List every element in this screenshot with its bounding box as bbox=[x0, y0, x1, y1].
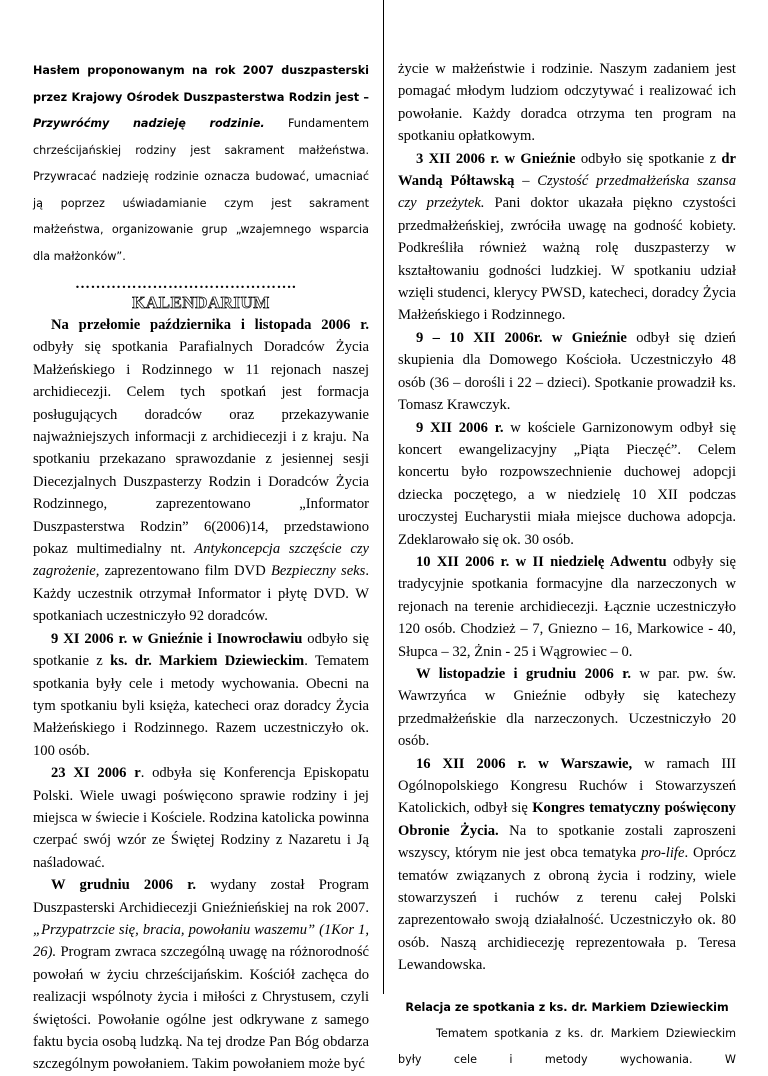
paragraph-9: W listopadzie i grudniu 2006 r. w par. pw. św. Wawrzyńca w Gnieźnie odbyły się katechezy przedmałżeńskie dla narzeczonych. Uczestniczyło 20 osób. bbox=[398, 665, 736, 750]
intro-motto: Przywróćmy nadzieję rodzinie. bbox=[33, 117, 265, 130]
paragraph-2: 9 XI 2006 r. w Gnieźnie i Inowrocławiu odbyło się spotkanie z ks. dr. Markiem Dziewieckim. Tematem spotkania były cele i metody wychowania. Obecni na tym spotkaniu byli księża, katecheci oraz doradcy Życia Małżeńskiego i Rodzinnego. Razem uczestniczyło ok. 100 osób. bbox=[33, 630, 369, 759]
paragraph-6: 9 – 10 XII 2006r. w Gnieźnie odbył się dzień skupienia dla Domowego Kościoła. Uczestniczyło 48 osób (36 – dorośli i 22 – dzieci). Spotkanie prowadził ks. Tomasz Krawczyk. bbox=[398, 329, 736, 414]
paragraph-7: 9 XII 2006 r. w kościele Garnizonowym odbył się koncert ewangelizacyjny „Piąta Pieczęć”. Celem koncertu było rozpowszechnienie duchowej adopcji dziecka poczętego, a w niedzielę 10 XII podczas uroczystej Eucharystii miała miejsce duchowa adopcja. Zdeklarowało się ok. 30 osób. bbox=[398, 419, 736, 548]
relation-title: Relacja ze spotkania z ks. dr. Markiem Dziewieckim bbox=[405, 1000, 729, 1014]
left-column bbox=[33, 58, 369, 1076]
paragraph-3: 23 XI 2006 r. odbyła się Konferencja Episkopatu Polski. Wiele uwagi poświęcono sprawie rodziny i jej miejsca w świecie i Kościele. Rodzina katolicka powinna czerpać swój wzór ze Świętej Rodziny z Nazaretu i Ją naśladować. bbox=[33, 765, 369, 871]
intro-rest: Fundamentem chrześcijańskiej rodziny jest sakrament małżeństwa. Przywracać nadzieję rodzinie oznacza budować, umacniać ją poprzez uświadamianie czym jest sakrament małżeństwa, organizowanie grup „wzajemnego wsparcia dla małżonków”. bbox=[33, 117, 369, 263]
intro-lead: Hasłem proponowanym na rok 2007 duszpasterski przez Krajowy Ośrodek Duszpasterstwa Rodzin jest – bbox=[33, 64, 369, 104]
paragraph-4-continued: życie w małżeństwie i rodzinie. Naszym zadaniem jest pomagać młodym ludziom odczytywać i realizować ich powołanie. Każdy doradca otrzyma ten program na spotkaniu opłatkowym. bbox=[398, 61, 736, 145]
relation-body: Tematem spotkania z ks. dr. Markiem Dziewieckim były cele i metody wychowania. W bbox=[398, 1026, 736, 1066]
dotted-separator: ……………………………………. bbox=[75, 276, 297, 292]
paragraph-1: Na przełomie października i listopada 2006 r. odbyły się spotkania Parafialnych Doradców Życia Małżeńskiego i Rodzinnego w 11 rejonach naszej archidiecezji. Celem tych spotkań jest formacja posługujących doradców oraz przekazywanie najważniejszych informacji z archidiecezji i z kraju. Na spotkaniu przekazano sprawozdanie z jesiennej sesji Diecezjalnych Duszpasterzy Rodzin i Doradców Życia Rodzinnego, zaprezentowano „Informator Duszpasterstwa Rodzin” 6(2006)14, przedstawiono pokaz multimedialny nt. Antykoncepcja szczęście czy zagrożenie, zaprezentowano film DVD Bezpieczny seks. Każdy uczestnik otrzymał Informator i płytę DVD. W spotkaniach uczestniczyło 92 doradców. bbox=[33, 317, 369, 625]
intro-paragraph bbox=[33, 58, 369, 270]
column-divider bbox=[383, 0, 384, 994]
paragraph-4: W grudniu 2006 r. wydany został Program Duszpasterski Archidiecezji Gnieźnieńskiej na rok 2007. „Przypatrzcie się, bracia, powołaniu waszemu” (1Kor 1, 26). Program zwraca szczególną uwagę na różnorodność powołań w życiu chrześcijańskim. Kościół zachęca do realizacji wspólnoty życia i miłości z Chrystusem, czyli świętości. Powołanie ogólne jest odkrywane z samego faktu bycia osobą ludzką. Na tej drodze Pan Bóg obdarza szczególnym powołaniem. Takim powołaniem może być bbox=[33, 877, 369, 1073]
paragraph-8: 10 XII 2006 r. w II niedzielę Adwentu odbyły się tradycyjnie spotkania formacyjne dla narzeczonych w rejonach na terenie archidiecezji. Łącznie uczestniczyło 120 osób. Chodzież – 7, Gniezno – 16, Markowice - 40, Słupca – 32, Żnin - 25 i Wągrowiec – 0. bbox=[398, 553, 736, 660]
paragraph-10: 16 XII 2006 r. w Warszawie, w ramach III Ogólnopolskiego Kongresu Ruchów i Stowarzyszeń Katolickich, odbył się Kongres tematyczny poświęcony Obronie Życia. Na to spotkanie zostali zaproszeni wszyscy, którym nie jest obca tematyka pro-life. Oprócz tematów związanych z obroną życia i rodziny, wiele stowarzyszeń i ruchów z terenu całej Polski zaprezentowało swoją działalność. Uczestniczyło ok. 80 osób. Naszą archidiecezję reprezentowała p. Teresa Lewandowska. bbox=[398, 755, 736, 974]
paragraph-5: 3 XII 2006 r. w Gnieźnie odbyło się spotkanie z dr Wandą Półtawską – Czystość przedmałżeńska szansa czy przeżytek. Pani doktor ukazała piękno czystości przedmałżeńskiej, zwróciła uwagę na godność kobiety. Podkreśliła również ważną rolę duszpasterzy w kształtowaniu godności ludzkiej. W spotkaniu udział wzięli studenci, klerycy PWSD, katecheci, doradcy Życia Małżeńskiego i Rodzinnego. bbox=[398, 150, 737, 324]
right-column bbox=[398, 58, 736, 1073]
calendar-heading: KALENDARIUM bbox=[132, 293, 270, 312]
